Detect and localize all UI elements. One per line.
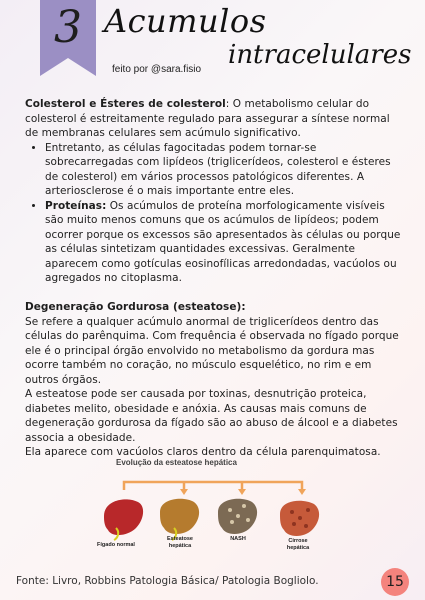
phagocytes-text: Entretanto, as células fagocitadas podem tornar-se sobrecarregadas com lipídeos (triglicerídeos, colesterol e ésteres de colesterol) em vários processos patológicos diferentes. A arteriosclerose é o mais importante entre eles. <box>45 141 391 197</box>
cholesterol-label: Colesterol e Ésteres de colesterol <box>25 98 226 110</box>
steatosis-heading: Degeneração Gordurosa (esteatose): <box>25 301 246 313</box>
page-title-line2: intracelulares <box>228 40 412 70</box>
page-title-line1: Acumulos <box>104 2 267 40</box>
source-citation: Fonte: Livro, Robbins Patologia Básica/ Patologia Bogliolo. <box>16 575 319 587</box>
label-nash: NASH <box>230 536 246 542</box>
label-normal-liver: Fígado normal <box>97 542 135 548</box>
chapter-number: 3 <box>54 2 82 53</box>
steatosis-paragraph-3: Ela aparece com vacúolos claros dentro da célula parenquimatosa. <box>25 446 381 458</box>
figure-title: Evolução da esteatose hepática <box>116 458 237 467</box>
label-steatosis: Esteatose hepática <box>167 536 193 549</box>
page-number-badge: 15 <box>381 568 409 596</box>
cholesterol-paragraph <box>25 97 403 141</box>
cholesterol-text: : O metabolismo celular do colesterol é estreitamente regulado para assegurar a síntese normal de membranas celulares sem acúmulo significativo. <box>25 98 390 139</box>
list-item-proteins <box>45 199 403 286</box>
main-content <box>25 97 403 460</box>
steatosis-paragraph-1: Se refere a qualquer acúmulo anormal de triglicerídeos dentro das células do parênquima. Com frequência é observada no fígado porque ele é o principal órgão envolvido no metabolismo da gordura mas ocorre também no coração, no músculo esquelético, no rim e em outros órgãos. <box>25 315 399 386</box>
list-item-phagocytes <box>45 141 403 199</box>
proteins-text: Os acúmulos de proteína morfologicamente visíveis são muito menos comuns que os acúmulos de lipídeos; podem ocorrer porque os excessos são apresentados às células ou porque as células sintetizam quantidades excessivas. Geralmente aparecem como gotículas eosinofílicas arredondadas, vacúolos ou agregados no citoplasma. <box>45 199 401 284</box>
liver-evolution-figure <box>92 458 338 558</box>
steatosis-paragraph-2: A esteatose pode ser causada por toxinas, desnutrição proteica, diabetes melito, obesidade e anóxia. As causas mais comuns de degeneração gordurosa da fígado são ao abuso de álcool e a diabetes associa a obesidade. <box>25 388 398 444</box>
proteins-label: Proteínas: <box>45 199 107 212</box>
label-cirrhosis: Cirrose hepática <box>286 538 310 551</box>
bullet-list <box>25 141 403 286</box>
author-byline: feito por @sara.fisio <box>112 64 202 75</box>
